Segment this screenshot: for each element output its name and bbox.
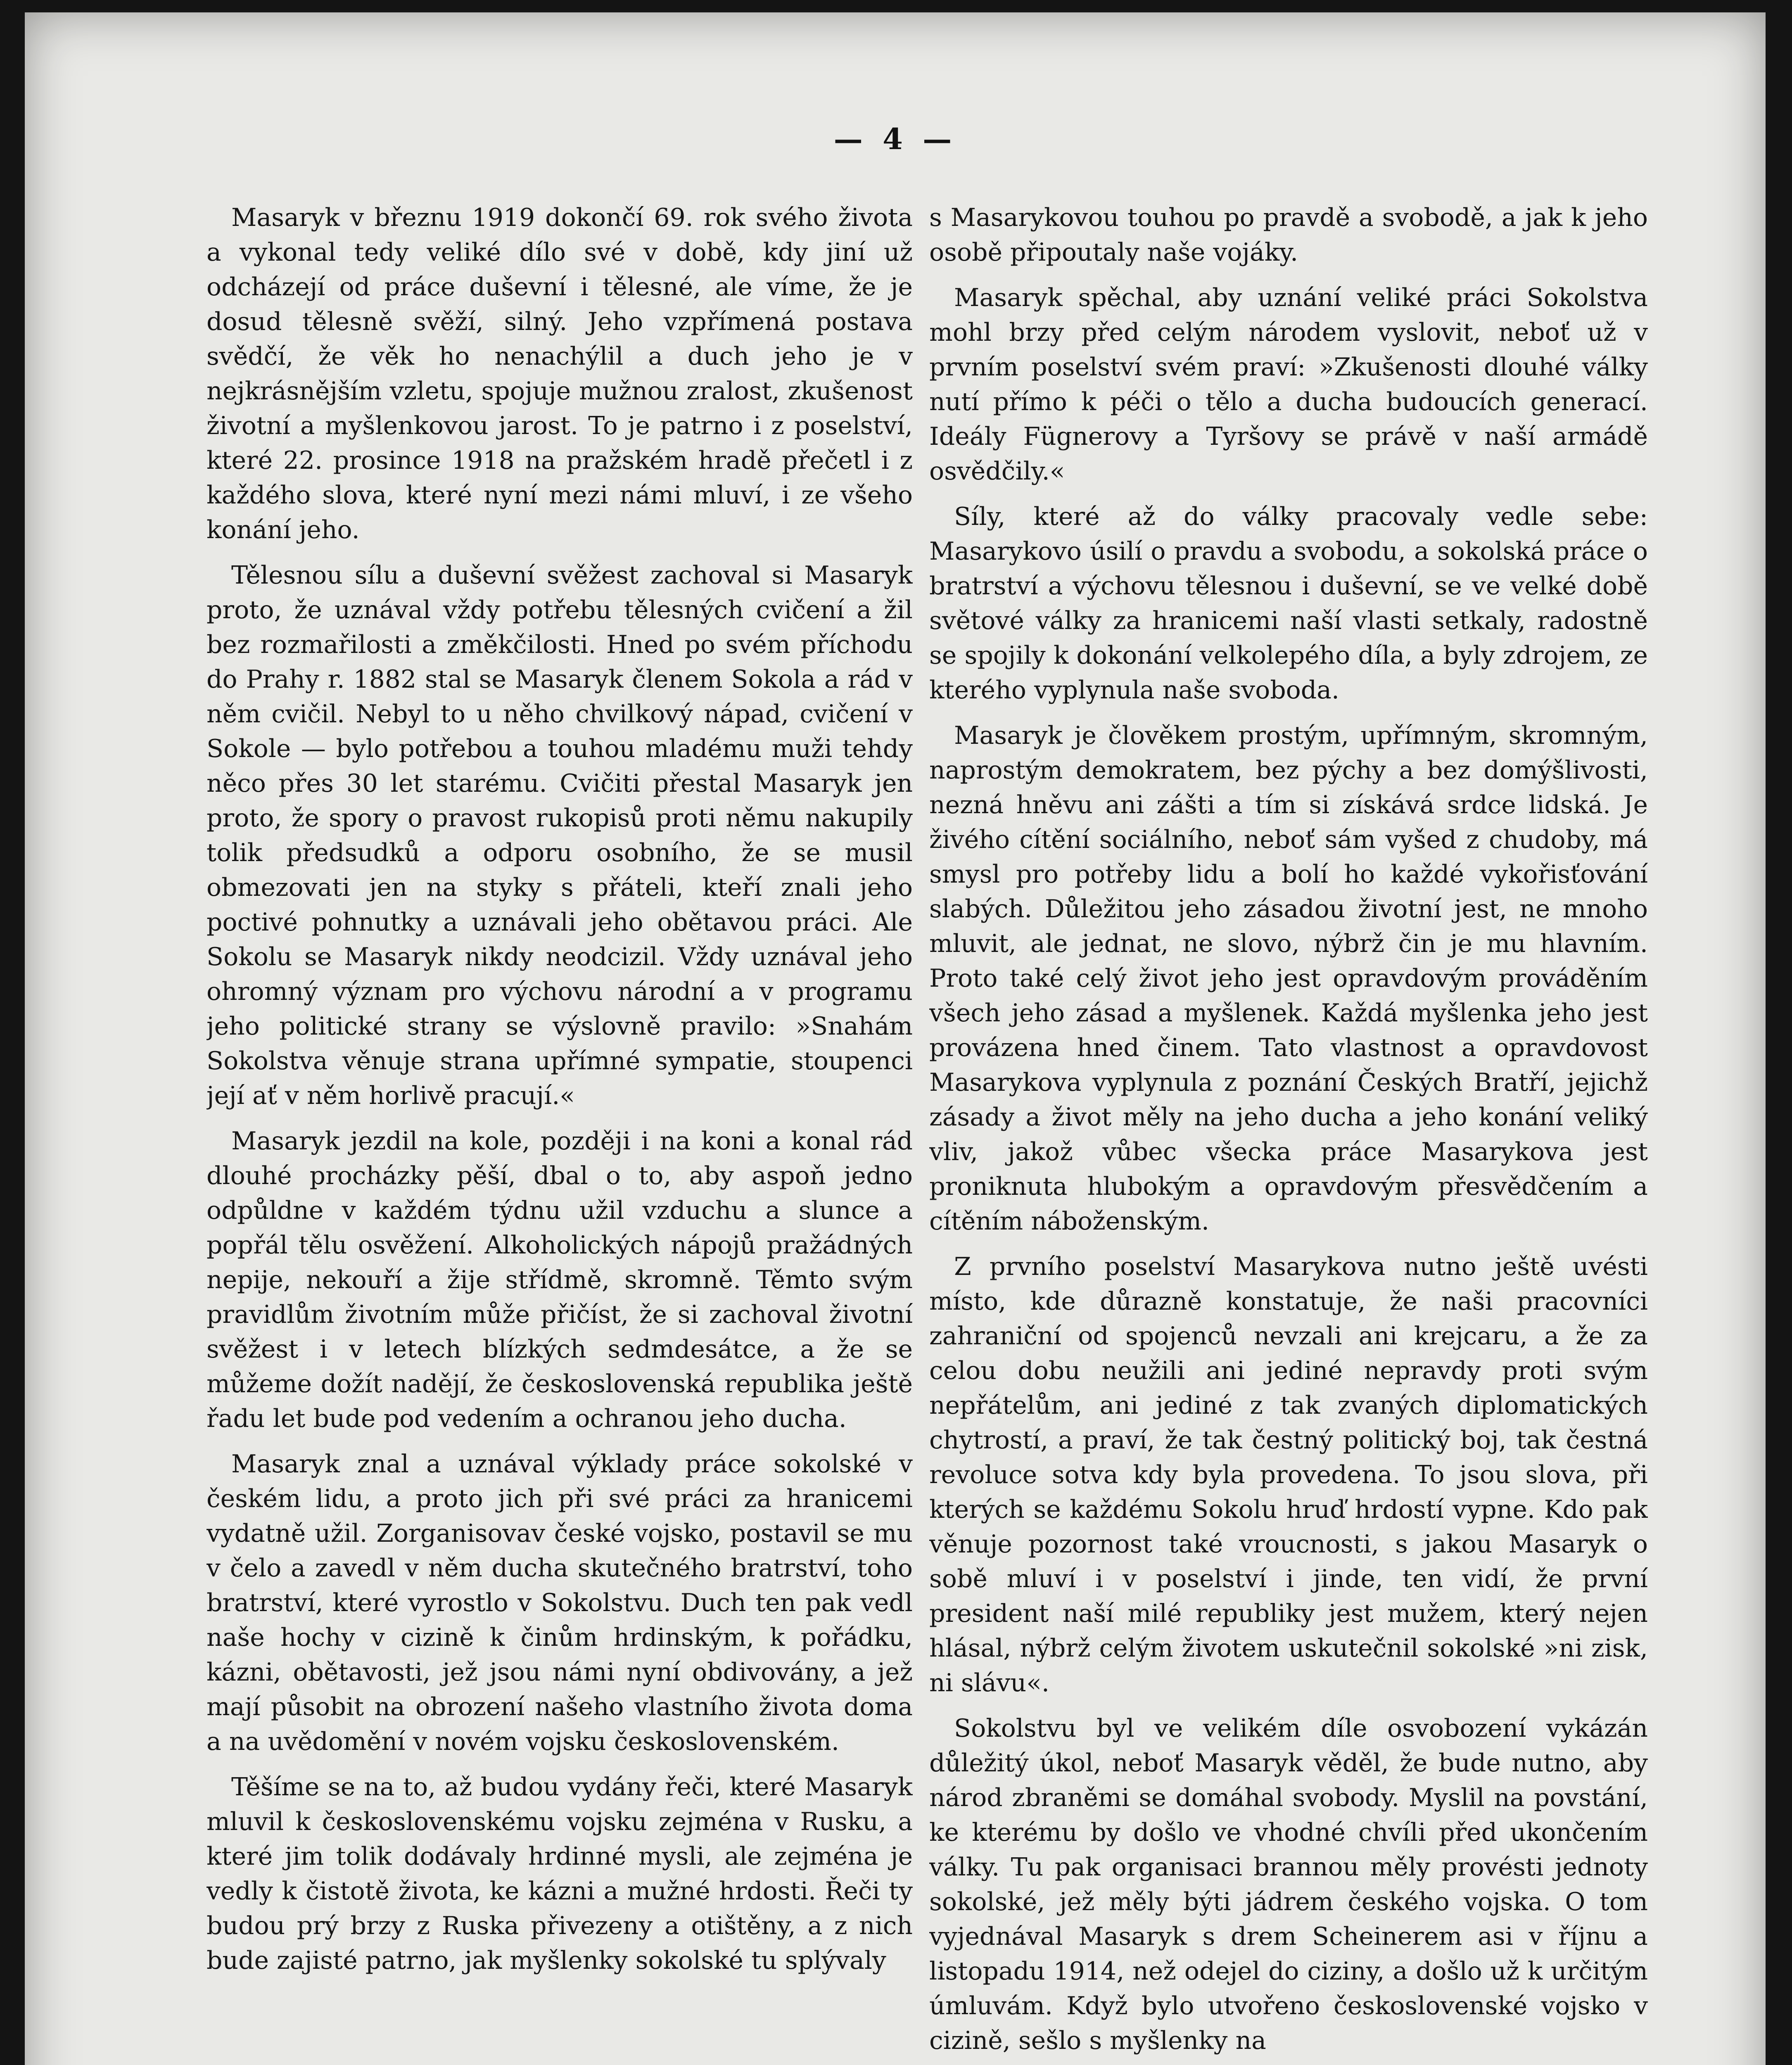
paragraph: Tělesnou sílu a duševní svěžest zachoval si Masaryk proto, že uznával vždy potřebu tělesných cvičení a žil bez rozmařilosti a změkčilosti. Hned po svém příchodu do Prahy r. 1882 stal se Masaryk členem Sokola a rád v něm cvičil. Nebyl to u něho chvilkový nápad, cvičení v Sokole — bylo potřebou a touhou mladému muži tehdy něco přes 30 let starému. Cvičiti přestal Masaryk jen proto, že spory o pravost rukopisů proti němu nakupily tolik předsudků a odporu osobního, že se musil obmezovati jen na styky s přáteli, kteří znali jeho poctivé pohnutky a uznávali jeho obětavou práci. Ale Sokolu se Masaryk nikdy neodcizil. Vždy uznával jeho ohromný význam pro výchovu národní a v programu jeho politické strany se výslovně pravilo: »Snahám Sokolstva věnuje strana upřímné sympatie, stoupenci její ať v něm horlivě pracují.« [206,561,913,1110]
paragraph: Masaryk znal a uznával výklady práce sokolské v českém lidu, a proto jich při své práci za hranicemi vydatně užil. Zorganisovav české vojsko, postavil se mu v čelo a zavedl v něm ducha skutečného bratrství, toho bratrství, které vyrostlo v Sokolstvu. Duch ten pak vedl naše hochy v cizině k činům hrdinským, k pořádku, kázni, obětavosti, jež jsou námi nyní obdivovány, a jež mají působit na obrození našeho vlastního života doma a na uvědomění v novém vojsku československém. [206,1450,913,1756]
paragraph: Z prvního poselství Masarykova nutno ještě uvésti místo, kde důrazně konstatuje, že naši pracovníci zahraniční od spojenců nevzali ani krejcaru, a že za celou dobu neužili ani jediné nepravdy proti svým nepřátelům, ani jediné z tak zvaných diplomatických chytrostí, a praví, že tak čestný politický boj, tak čestná revoluce sotva kdy byla provedena. To jsou slova, při kterých se každému Sokolu hruď hrdostí vypne. Kdo pak věnuje pozornost také vroucnosti, s jakou Masaryk o sobě mluví i v poselství i jinde, ten vidí, že první president naší milé republiky jest mužem, který nejen hlásal, nýbrž celým životem uskutečnil sokolské »ni zisk, ni slávu«. [929,1252,1648,1697]
paragraph: Síly, které až do války pracovaly vedle sebe: Masarykovo úsilí o pravdu a svobodu, a sokolská práce o bratrství a výchovu tělesnou i duševní, se ve velké době světové války za hranicemi naší vlasti setkaly, radostně se spojily k dokonání velkolepého díla, a byly zdrojem, ze kterého vyplynula naše svoboda. [929,502,1648,705]
page-sheet [25,12,1766,2065]
right-column [929,200,1648,2065]
paragraph: Masaryk v březnu 1919 dokončí 69. rok svého života a vykonal tedy veliké dílo své v době, kdy jiní už odcházejí od práce duševní i tělesné, ale víme, že je dosud tělesně svěží, silný. Jeho vzpřímená postava svědčí, že věk ho nenachýlil a duch jeho je v nejkrásnějším vzletu, spojuje mužnou zralost, zkušenost životní a myšlenkovou jarost. To je patrno i z poselství, které 22. prosince 1918 na pražském hradě přečetl i z každého slova, které nyní mezi námi mluví, i ze všeho konání jeho. [206,203,913,544]
paragraph: Masaryk je člověkem prostým, upřímným, skromným, naprostým demokratem, bez pýchy a bez domýšlivosti, nezná hněvu ani zášti a tím si získává srdce lidská. Je živého cítění sociálního, neboť sám vyšed z chudoby, má smysl pro potřeby lidu a bolí ho každé vykořisťování slabých. Důležitou jeho zásadou životní jest, ne mnoho mluvit, ale jednat, ne slovo, nýbrž čin je mu hlavním. Proto také celý život jeho jest opravdovým prováděním všech jeho zásad a myšlenek. Každá myšlenka jeho jest provázena hned činem. Tato vlastnost a opravdovost Masarykova vyplynula z poznání Českých Bratří, jejichž zásady a život měly na jeho ducha a jeho konání veliký vliv, jakož vůbec všecka práce Masarykova jest proniknuta hlubokým a opravdovým přesvědčením a cítěním náboženským. [929,721,1648,1236]
paragraph: Těšíme se na to, až budou vydány řeči, které Masaryk mluvil k československému vojsku zejména v Rusku, a které jim tolik dodávaly hrdinné mysli, ale zejména je vedly k čistotě života, ke kázni a mužné hrdosti. Řeči ty budou prý brzy z Ruska přivezeny a otištěny, a z nich bude zajisté patrno, jak myšlenky sokolské tu splývaly [206,1773,913,1975]
paragraph: Sokolstvu byl ve velikém díle osvobození vykázán důležitý úkol, neboť Masaryk věděl, že bude nutno, aby národ zbraněmi se domáhal svobody. Myslil na povstání, ke kterému by došlo ve vhodné chvíli před ukončením války. Tu pak organisaci brannou měly provésti jednoty sokolské, jež měly býti jádrem českého vojska. O tom vyjednával Masaryk s drem Scheinerem asi v říjnu a listopadu 1914, než odejel do ciziny, a došlo už k určitým úmluvám. Když bylo utvořeno československé vojsko v cizině, sešlo s myšlenky na [929,1714,1648,2055]
page-number: — 4 — [833,122,957,156]
paragraph: Masaryk jezdil na kole, později i na koni a konal rád dlouhé procházky pěší, dbal o to, aby aspoň jedno odpůldne v každém týdnu užil vzduchu a slunce a popřál tělu osvěžení. Alkoholických nápojů pražádných nepije, nekouří a žije střídmě, skromně. Těmto svým pravidlům životním může přičíst, že si zachoval životní svěžest i v letech blízkých sedmdesátce, a že se můžeme dožít nadějí, že československá republika ještě řadu let bude pod vedením a ochranou jeho ducha. [206,1127,913,1433]
paragraph: Masaryk spěchal, aby uznání veliké práci Sokolstva mohl brzy před celým národem vyslovit, neboť už v prvním poselství svém praví: »Zkušenosti dlouhé války nutí přímo k péči o tělo a ducha budoucích generací. Ideály Fügnerovy a Tyršovy se právě v naší armádě osvědčily.« [929,283,1648,486]
left-column [206,200,913,2065]
paragraph-continued: s Masarykovou touhou po pravdě a svobodě, a jak k jeho osobě připoutaly naše vojáky. [929,203,1648,267]
